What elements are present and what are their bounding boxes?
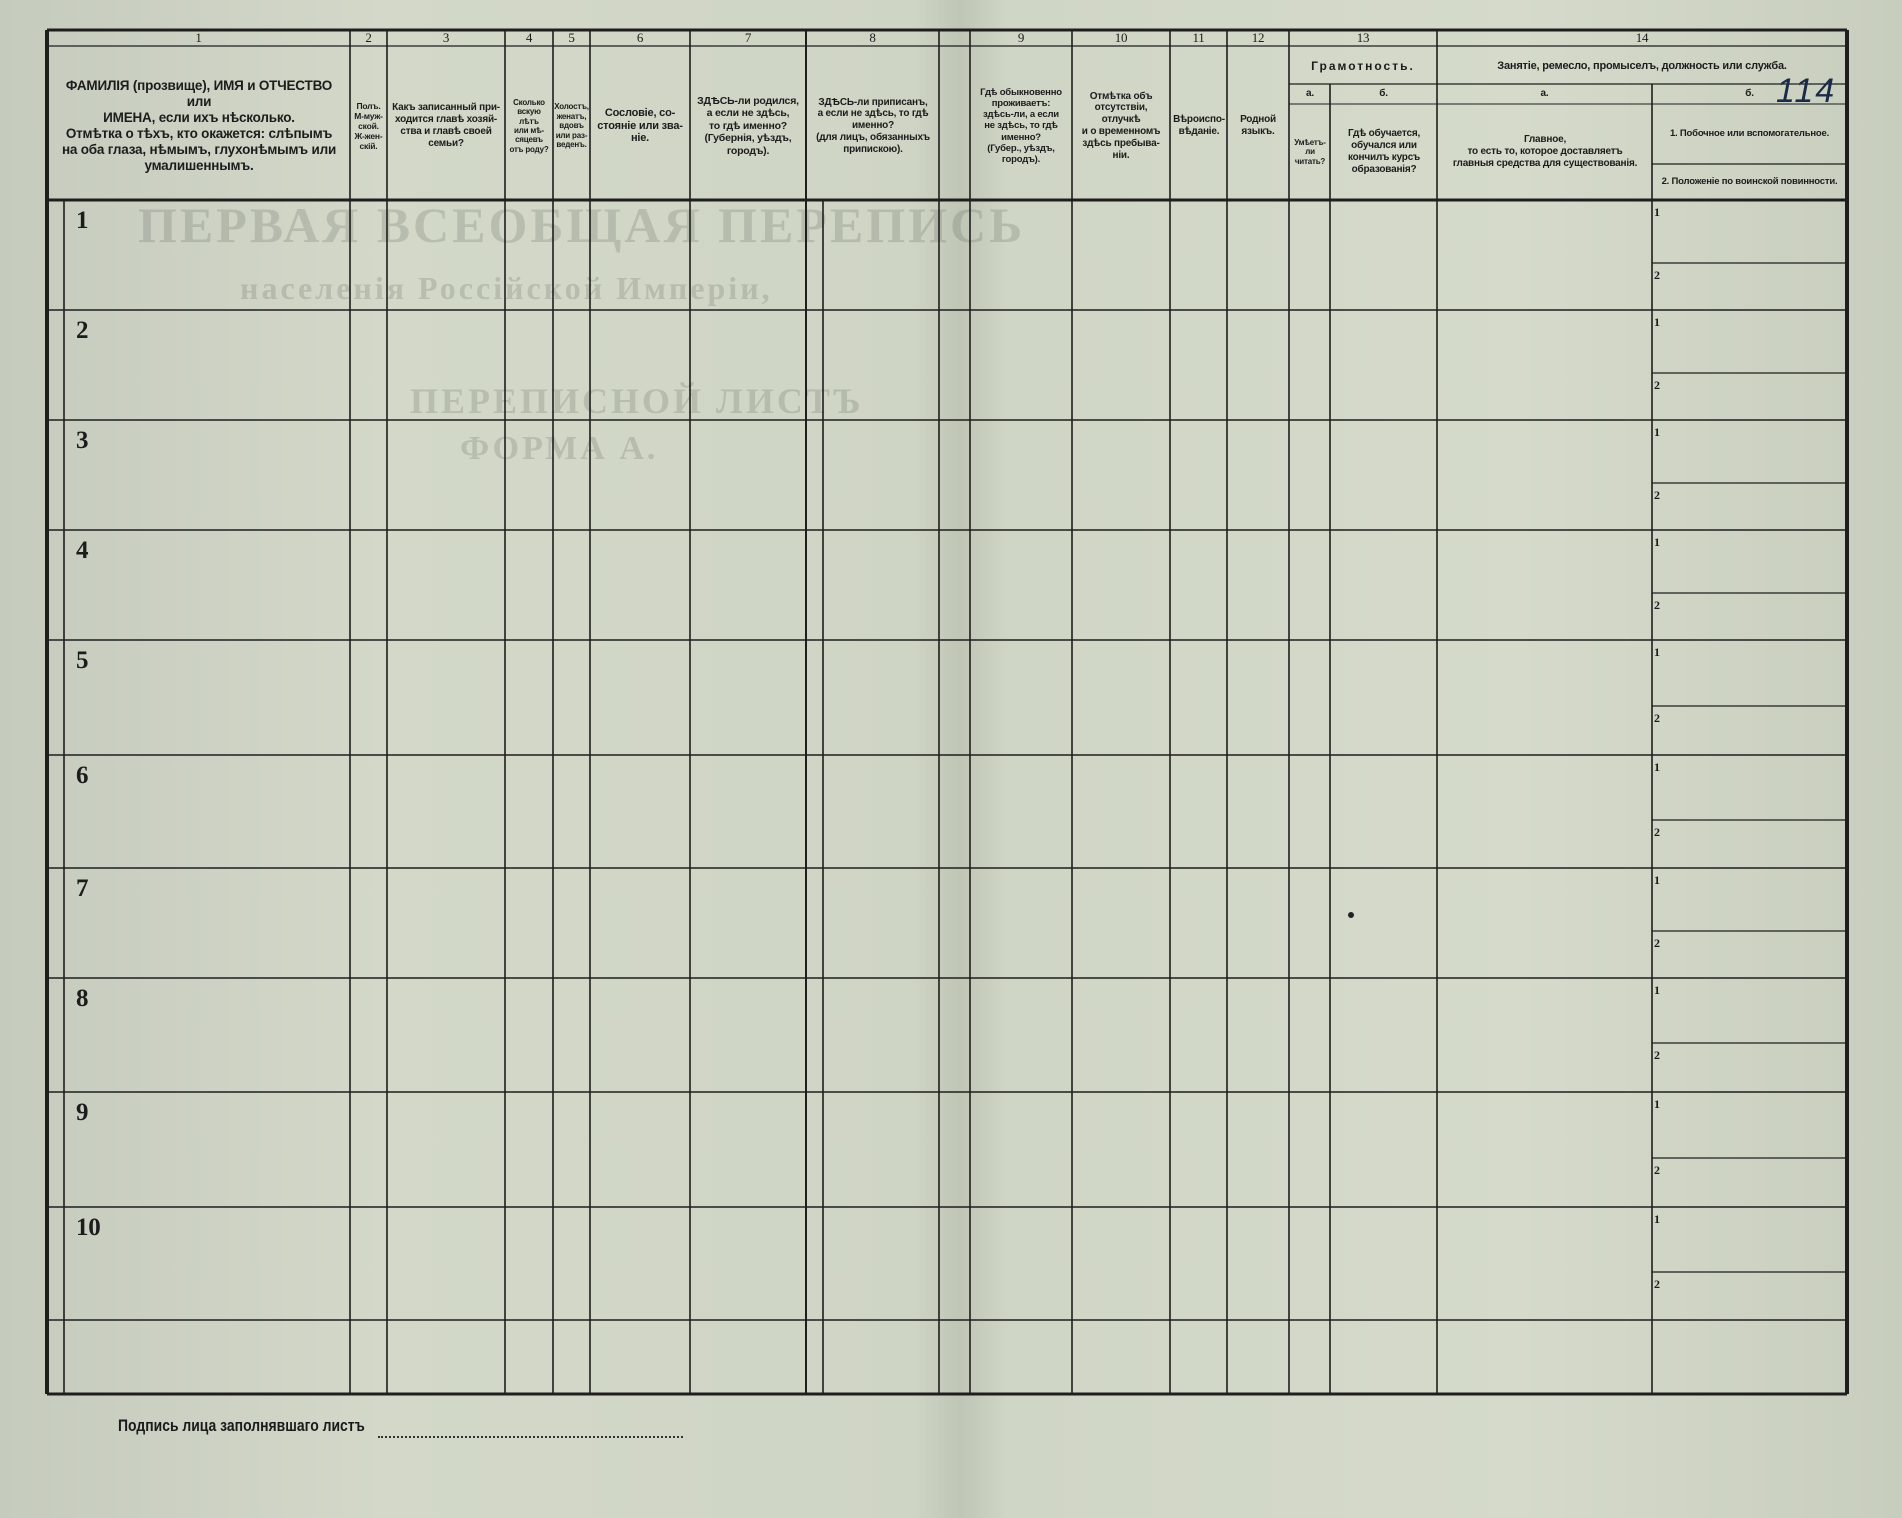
header-native-language: Родной языкъ. — [1240, 114, 1276, 137]
row-number-6: 6 — [76, 762, 89, 789]
header-religion: Вѣроиспо- вѣданіе. — [1173, 114, 1225, 137]
header-occupation-b-label: б. — [1745, 88, 1754, 100]
column-number-8: 8 — [869, 30, 876, 46]
subrow-label-2: 2 — [1654, 1047, 1660, 1062]
subrow-label-2: 2 — [1654, 377, 1660, 392]
page-number: 114 — [1776, 72, 1837, 110]
column-number-5: 5 — [568, 30, 575, 46]
subrow-label-1: 1 — [1654, 644, 1660, 659]
header-literacy: Грамотность. — [1311, 58, 1415, 73]
header-registered: ЗДѢСЬ-ли приписанъ, а если не здѣсь, то гдѣ именно? (для лицъ, обязанныхъ припискою). — [816, 96, 930, 155]
subrow-label-1: 1 — [1654, 204, 1660, 219]
column-number-12: 12 — [1251, 30, 1265, 46]
header-literacy-a-label: а. — [1306, 88, 1314, 100]
header-occupation: Занятіе, ремесло, промыселъ, должность или служба. — [1497, 59, 1787, 72]
subrow-label-2: 2 — [1654, 487, 1660, 502]
subrow-label-2: 2 — [1654, 1276, 1660, 1291]
header-secondary-occupation: 1. Побочное или вспомогательное. — [1669, 128, 1830, 140]
subrow-label-1: 1 — [1654, 759, 1660, 774]
subrow-label-2: 2 — [1654, 267, 1660, 282]
column-number-9: 9 — [1017, 30, 1025, 46]
header-absence: Отмѣтка объ отсутствіи, отлучкѣ и о временномъ здѣсь пребыва- ніи. — [1081, 90, 1161, 161]
header-can-read: Умѣетъ- ли читать? — [1294, 137, 1326, 166]
row-number-2: 2 — [76, 317, 89, 344]
row-number-9: 9 — [76, 1099, 89, 1126]
header-main-occupation: Главное, то есть то, которое доставляетъ главныя средства для существованія. — [1452, 134, 1638, 169]
header-age: Сколько вскую лѣтъ или мѣ- сяцевъ отъ роду? — [509, 97, 549, 154]
background-print-form-title: ПЕРЕПИСНОЙ ЛИСТЪ — [410, 381, 864, 421]
subrow-label-1: 1 — [1654, 1211, 1660, 1226]
header-residence: Гдѣ обыкновенно проживаетъ: здѣсь-ли, а если не здѣсь, то гдѣ именно? (Губер., уѣздъ, городъ). — [980, 86, 1062, 165]
header-relation: Какъ записанный при- ходится главѣ хозяй- ства и главѣ своей семьи? — [392, 102, 500, 149]
column-number-1: 1 — [195, 30, 202, 46]
subrow-label-1: 1 — [1654, 872, 1660, 887]
signature-label: Подпись лица заполнявшаго листъ — [118, 1416, 365, 1435]
subrow-label-1: 1 — [1654, 424, 1660, 439]
header-military-status: 2. Положеніе по воинской повинности. — [1661, 176, 1838, 188]
row-number-1: 1 — [76, 207, 89, 234]
column-number-4: 4 — [525, 30, 533, 46]
header-marital: Холостъ, женатъ, вдовъ или раз- веденъ. — [554, 102, 589, 150]
row-number-7: 7 — [76, 875, 89, 902]
background-print-title: ПЕРВАЯ ВСЕОБЩАЯ ПЕРЕПИСЬ — [138, 197, 1026, 253]
column-number-14: 14 — [1635, 30, 1649, 46]
header-sex: Полъ. М-муж- ской. Ж-жен- скій. — [354, 100, 383, 152]
header-estate: Сословіе, со- стояніе или зва- ніе. — [597, 106, 683, 145]
header-occupation-a-label: а. — [1540, 88, 1549, 100]
subrow-label-2: 2 — [1654, 597, 1660, 612]
subrow-label-1: 1 — [1654, 982, 1660, 997]
background-print-subtitle: населенія Россійской Имперіи, — [240, 270, 773, 306]
background-print-form-name: ФОРМА А. — [460, 430, 659, 467]
column-number-13: 13 — [1356, 30, 1370, 46]
row-number-8: 8 — [76, 985, 89, 1012]
subrow-label-2: 2 — [1654, 710, 1660, 725]
column-number-6: 6 — [636, 30, 644, 46]
signature-line[interactable] — [378, 1436, 683, 1438]
row-number-4: 4 — [76, 537, 89, 564]
subrow-label-1: 1 — [1654, 534, 1660, 549]
subrow-label-1: 1 — [1654, 314, 1660, 329]
ink-blot — [1348, 912, 1354, 918]
header-surname-name: ФАМИЛІЯ (прозвище), ИМЯ и ОТЧЕСТВО или ИМЕНА, если ихъ нѣсколько. Отмѣтка о тѣхъ, кто окажется: слѣпымъ на оба глаза, нѣмымъ, глухонѣмымъ или умалишеннымъ. — [61, 78, 337, 173]
subrow-label-1: 1 — [1654, 1096, 1660, 1111]
row-number-5: 5 — [76, 647, 89, 674]
column-number-2: 2 — [365, 30, 372, 46]
header-education: Гдѣ обучается, обучался или кончилъ курсъ образованія? — [1347, 128, 1421, 175]
column-number-3: 3 — [442, 30, 450, 46]
subrow-label-2: 2 — [1654, 824, 1660, 839]
column-number-10: 10 — [1114, 30, 1128, 46]
column-number-11: 11 — [1192, 30, 1205, 46]
column-number-7: 7 — [744, 30, 752, 46]
subrow-label-2: 2 — [1654, 1162, 1660, 1177]
subrow-label-2: 2 — [1654, 935, 1660, 950]
header-literacy-b-label: б. — [1379, 88, 1388, 100]
header-birthplace: ЗДѢСЬ-ли родился, а если не здѣсь, то гдѣ именно? (Губернія, уѣздъ, городъ). — [697, 95, 799, 157]
row-number-3: 3 — [76, 427, 89, 454]
row-number-10: 10 — [76, 1214, 101, 1241]
